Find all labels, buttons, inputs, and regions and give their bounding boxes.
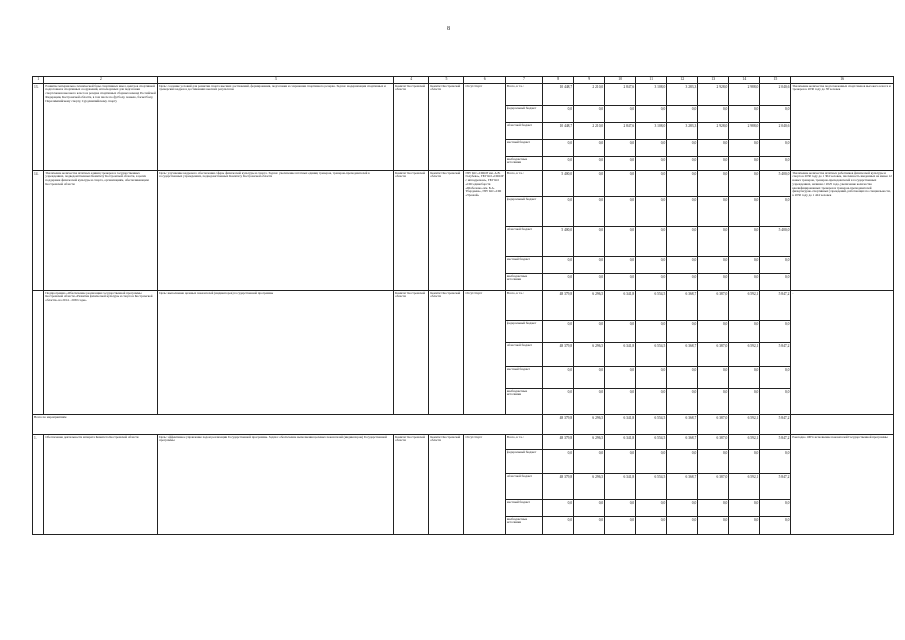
measure-name: Увеличение количества штатных единиц тренеров в государственных учреждениях, подведомственных Комитету Костромской области, в целях поддержки физической культуры и спорта, организациям, обеспечивающим Костромской области: [44, 171, 158, 291]
amount-cell: 0,0: [760, 450, 791, 474]
amount-cell: 0,0: [760, 500, 791, 517]
amount-cell: 0,0: [543, 197, 574, 227]
column-header: 4: [394, 77, 429, 84]
amount-cell: 0,0: [729, 227, 760, 257]
amount-cell: 2 928,0: [698, 84, 729, 106]
funding-source: местный бюджет: [505, 140, 542, 157]
amount-cell: 5 400,0: [760, 171, 791, 197]
amount-cell: 0,0: [667, 367, 698, 389]
amount-cell: 0,0: [698, 106, 729, 123]
amount-cell: 0,0: [636, 321, 667, 343]
total-amount: 6 554,5: [636, 415, 667, 435]
column-header: 5: [429, 77, 464, 84]
amount-cell: 5 847,2: [760, 343, 791, 367]
amount-cell: 0,0: [760, 197, 791, 227]
column-header: 16: [791, 77, 894, 84]
item-number: 14.: [33, 171, 44, 291]
amount-cell: 0,0: [729, 517, 760, 535]
amount-cell: 0,0: [636, 140, 667, 157]
column-header: 8: [543, 77, 574, 84]
funding-source: Всего, в т.ч.:: [505, 435, 542, 450]
goal-task: Цель: улучшение кадрового обеспечения сферы физической культуры и спорта. Задача: увеличение штатных единиц тренеров, тренеров-преподавателей в государственных учреждениях, подведомственных Комитету Костромской области: [158, 171, 394, 291]
amount-cell: 0,0: [543, 389, 574, 415]
amount-cell: 0,0: [636, 389, 667, 415]
amount-cell: 3 108,0: [636, 123, 667, 140]
amount-cell: 5 847,2: [760, 474, 791, 500]
amount-cell: 5 400,0: [543, 171, 574, 197]
funding-source: федеральный бюджет: [505, 450, 542, 474]
expected-result: Увеличение количества подготовленных спортсменов высокого класса и тренеров к 2030 году до 38 человек: [791, 84, 894, 171]
amount-cell: 0,0: [636, 227, 667, 257]
item-number: 13.: [33, 84, 44, 171]
amount-cell: 0,0: [667, 500, 698, 517]
amount-cell: 5 847,2: [760, 435, 791, 450]
amount-cell: 0,0: [605, 500, 636, 517]
agency: Отсутствует: [464, 291, 505, 415]
funding-source: Всего, в т.ч.:: [505, 171, 542, 197]
amount-cell: 10 448,7: [543, 84, 574, 106]
amount-cell: 0,0: [543, 517, 574, 535]
total-result-empty: [791, 415, 894, 435]
amount-cell: 2 988,0: [729, 84, 760, 106]
amount-cell: 6 387,0: [698, 343, 729, 367]
funding-source: внебюджетные источники: [505, 157, 542, 171]
amount-cell: 6 296,5: [574, 435, 605, 450]
amount-cell: 0,0: [543, 257, 574, 274]
amount-cell: 0,0: [574, 171, 605, 197]
amount-cell: 2 988,0: [729, 123, 760, 140]
column-header: 1: [33, 77, 44, 84]
funding-source: Всего, в т.ч.:: [505, 291, 542, 321]
amount-cell: 2 847,6: [605, 84, 636, 106]
amount-cell: 0,0: [729, 389, 760, 415]
amount-cell: 0,0: [574, 140, 605, 157]
amount-cell: 0,0: [605, 517, 636, 535]
amount-cell: 6 341,8: [605, 435, 636, 450]
amount-cell: 6 368,7: [667, 474, 698, 500]
agency: Отсутствует: [464, 435, 505, 535]
funding-source: областной бюджет: [505, 123, 542, 140]
amount-cell: 0,0: [574, 274, 605, 291]
amount-cell: 6 341,8: [605, 291, 636, 321]
amount-cell: 48 379,8: [543, 474, 574, 500]
table-row: [33, 291, 894, 321]
amount-cell: 0,0: [636, 500, 667, 517]
agency: ГБУ КО «СШОР им. А.В. Голубева», ГБУ КО «СШОР с ипподромом», ГБУ КО «СШ единоборств «Шаболово» им. Б.А. Тбердаева», ГБУ КО «СШ «Урожай»: [464, 171, 505, 291]
amount-cell: 0,0: [760, 140, 791, 157]
amount-cell: 0,0: [729, 140, 760, 157]
amount-cell: 0,0: [698, 140, 729, 157]
total-amount: 5 847,2: [760, 415, 791, 435]
co-executor: Комитет Костромской области: [429, 171, 464, 291]
amount-cell: 0,0: [729, 106, 760, 123]
column-header: 15: [760, 77, 791, 84]
amount-cell: 0,0: [574, 367, 605, 389]
amount-cell: 0,0: [574, 450, 605, 474]
amount-cell: 0,0: [574, 197, 605, 227]
amount-cell: 48 379,8: [543, 291, 574, 321]
item-number: 1.: [33, 435, 44, 535]
amount-cell: 5 847,2: [760, 291, 791, 321]
amount-cell: 6 387,0: [698, 435, 729, 450]
amount-cell: 3 108,0: [636, 84, 667, 106]
amount-cell: 0,0: [574, 227, 605, 257]
funding-source: областной бюджет: [505, 474, 542, 500]
column-header: 2: [44, 77, 158, 84]
column-header: 6: [464, 77, 505, 84]
amount-cell: 0,0: [760, 106, 791, 123]
column-header: 12: [667, 77, 698, 84]
amount-cell: 2 040,6: [760, 84, 791, 106]
amount-cell: 48 379,8: [543, 435, 574, 450]
funding-source: местный бюджет: [505, 257, 542, 274]
amount-cell: 6 592,1: [729, 474, 760, 500]
amount-cell: 5 400,0: [760, 227, 791, 257]
amount-cell: 0,0: [667, 197, 698, 227]
funding-source: Всего, в т.ч.:: [505, 84, 542, 106]
amount-cell: 6 387,0: [698, 474, 729, 500]
table-row: [33, 171, 894, 197]
amount-cell: 0,0: [605, 171, 636, 197]
amount-cell: 0,0: [729, 274, 760, 291]
measure-name: Обеспечение деятельности аппарата Комитета Костромской области: [44, 435, 158, 535]
amount-cell: 10 448,7: [543, 123, 574, 140]
amount-cell: 0,0: [698, 500, 729, 517]
amount-cell: 0,0: [605, 227, 636, 257]
amount-cell: 0,0: [605, 106, 636, 123]
amount-cell: 0,0: [574, 321, 605, 343]
co-executor: Комитет Костромской области: [429, 435, 464, 535]
amount-cell: 0,0: [543, 450, 574, 474]
amount-cell: 0,0: [605, 450, 636, 474]
funding-source: внебюджетные источники: [505, 389, 542, 415]
funding-source: местный бюджет: [505, 500, 542, 517]
amount-cell: 6 368,7: [667, 435, 698, 450]
amount-cell: 0,0: [574, 500, 605, 517]
table-row: [33, 84, 894, 106]
amount-cell: 0,0: [760, 367, 791, 389]
total-amount: 6 296,5: [574, 415, 605, 435]
amount-cell: 0,0: [667, 227, 698, 257]
amount-cell: 48 379,8: [543, 343, 574, 367]
amount-cell: 0,0: [729, 197, 760, 227]
amount-cell: 2 210,0: [574, 84, 605, 106]
amount-cell: 0,0: [760, 321, 791, 343]
amount-cell: 0,0: [574, 157, 605, 171]
amount-cell: 0,0: [729, 257, 760, 274]
amount-cell: 0,0: [636, 197, 667, 227]
amount-cell: 6 592,1: [729, 435, 760, 450]
amount-cell: 0,0: [636, 257, 667, 274]
amount-cell: 0,0: [574, 389, 605, 415]
amount-cell: 0,0: [698, 157, 729, 171]
amount-cell: 0,0: [698, 171, 729, 197]
goal-task: Цель: выполнение целевых показателей (индикаторов) государственной программы: [158, 291, 394, 415]
amount-cell: 0,0: [636, 171, 667, 197]
funding-source: федеральный бюджет: [505, 321, 542, 343]
amount-cell: 6 296,5: [574, 474, 605, 500]
amount-cell: 0,0: [729, 171, 760, 197]
column-number-row: [33, 77, 894, 84]
amount-cell: 0,0: [605, 197, 636, 227]
amount-cell: 0,0: [605, 367, 636, 389]
column-header: 3: [158, 77, 394, 84]
amount-cell: 6 592,1: [729, 343, 760, 367]
page-number: 8: [447, 26, 450, 32]
amount-cell: 0,0: [760, 274, 791, 291]
total-amount: 48 379,8: [543, 415, 574, 435]
amount-cell: 6 368,7: [667, 343, 698, 367]
amount-cell: 2 928,0: [698, 123, 729, 140]
program-table: [32, 76, 894, 535]
amount-cell: 0,0: [698, 450, 729, 474]
amount-cell: 0,0: [574, 106, 605, 123]
amount-cell: 0,0: [698, 367, 729, 389]
column-header: 14: [729, 77, 760, 84]
total-amount: 6 341,8: [605, 415, 636, 435]
amount-cell: 6 296,5: [574, 343, 605, 367]
total-row: [33, 415, 894, 435]
amount-cell: 0,0: [729, 450, 760, 474]
amount-cell: 0,0: [698, 321, 729, 343]
amount-cell: 0,0: [543, 500, 574, 517]
total-amount: 6 387,0: [698, 415, 729, 435]
amount-cell: 0,0: [667, 274, 698, 291]
total-label: Всего по мероприятиям: [33, 415, 543, 435]
amount-cell: 0,0: [605, 274, 636, 291]
amount-cell: 0,0: [543, 321, 574, 343]
executor: Комитет Костромской области: [394, 435, 429, 535]
goal-task: Цель: создание условий для развития спорта высших достижений, формирования, подготовки и сохранения спортивного резерва. Задача: модернизация спортивных и тренерских кадров в достижениях высших результатов: [158, 84, 394, 171]
expected-result: -: [791, 291, 894, 415]
amount-cell: 0,0: [698, 517, 729, 535]
column-header: 9: [574, 77, 605, 84]
amount-cell: 6 341,8: [605, 474, 636, 500]
amount-cell: 0,0: [636, 106, 667, 123]
amount-cell: 0,0: [543, 367, 574, 389]
co-executor: Комитет Костромской области: [429, 291, 464, 415]
amount-cell: 0,0: [543, 106, 574, 123]
amount-cell: 0,0: [543, 274, 574, 291]
table-row: [33, 435, 894, 450]
amount-cell: 0,0: [605, 140, 636, 157]
amount-cell: 0,0: [543, 157, 574, 171]
amount-cell: 6 368,7: [667, 291, 698, 321]
amount-cell: 6 296,5: [574, 291, 605, 321]
amount-cell: 6 554,5: [636, 435, 667, 450]
amount-cell: 6 341,8: [605, 343, 636, 367]
amount-cell: 0,0: [729, 321, 760, 343]
funding-source: областной бюджет: [505, 343, 542, 367]
amount-cell: 0,0: [667, 321, 698, 343]
amount-cell: 0,0: [698, 389, 729, 415]
goal-task: Цель: эффективное управление ходом реализации Государственной программы. Задача: обеспечение выполнения целевых показателей (индикаторов) Государственной программы: [158, 435, 394, 535]
amount-cell: 6 554,5: [636, 343, 667, 367]
amount-cell: 6 554,5: [636, 474, 667, 500]
total-amount: 6 592,1: [729, 415, 760, 435]
item-number: [33, 291, 44, 415]
amount-cell: 0,0: [605, 321, 636, 343]
amount-cell: 0,0: [667, 517, 698, 535]
funding-source: внебюджетные источники: [505, 274, 542, 291]
funding-source: местный бюджет: [505, 367, 542, 389]
amount-cell: 6 592,1: [729, 291, 760, 321]
amount-cell: 0,0: [667, 157, 698, 171]
amount-cell: 6 554,5: [636, 291, 667, 321]
amount-cell: 0,0: [667, 140, 698, 157]
amount-cell: 0,0: [574, 517, 605, 535]
amount-cell: 0,0: [729, 367, 760, 389]
expected-result: Увеличение количества штатных работников физической культуры и спорта к 2030 году до 1 304 человек, численность введенных не менее 12 новых тренеров, тренеров-преподавателей в государственных учреждениях, начиная с 2025 года, увеличение количества квалифицированных тренеров и тренеров-преподавателей физкультурно-спортивных учреждений, работающих по специальности, к 2030 году до 1 424 человек: [791, 171, 894, 291]
amount-cell: 5 400,0: [543, 227, 574, 257]
amount-cell: 0,0: [698, 197, 729, 227]
amount-cell: 6 387,0: [698, 291, 729, 321]
executor: Комитет Костромской области: [394, 84, 429, 171]
amount-cell: 0,0: [667, 171, 698, 197]
amount-cell: 0,0: [543, 140, 574, 157]
amount-cell: 0,0: [667, 389, 698, 415]
funding-source: областной бюджет: [505, 227, 542, 257]
amount-cell: 0,0: [605, 157, 636, 171]
column-header: 11: [636, 77, 667, 84]
amount-cell: 0,0: [605, 257, 636, 274]
amount-cell: 2 040,6: [760, 123, 791, 140]
funding-source: внебюджетные источники: [505, 517, 542, 535]
agency: Отсутствует: [464, 84, 505, 171]
measure-name: Подпрограмма «Обеспечение реализации государственной программы Костромской области «Развитие физической культуры и спорта в Костромской области» на 2014 - 2030 годы»: [44, 291, 158, 415]
amount-cell: 0,0: [636, 157, 667, 171]
executor: Комитет Костромской области: [394, 171, 429, 291]
amount-cell: 0,0: [636, 450, 667, 474]
total-amount: 6 368,7: [667, 415, 698, 435]
amount-cell: 0,0: [636, 274, 667, 291]
co-executor: Комитет Костромской области: [429, 84, 464, 171]
expected-result: Ежегодно 100% исполнение показателей Государственной программы: [791, 435, 894, 535]
amount-cell: 0,0: [636, 517, 667, 535]
column-header: 13: [698, 77, 729, 84]
amount-cell: 0,0: [605, 389, 636, 415]
amount-cell: 0,0: [729, 500, 760, 517]
executor: Комитет Костромской области: [394, 291, 429, 415]
amount-cell: 0,0: [574, 257, 605, 274]
amount-cell: 0,0: [698, 257, 729, 274]
funding-source: федеральный бюджет: [505, 197, 542, 227]
amount-cell: 0,0: [729, 157, 760, 171]
amount-cell: 3 283,3: [667, 84, 698, 106]
amount-cell: 0,0: [760, 517, 791, 535]
amount-cell: 0,0: [698, 274, 729, 291]
amount-cell: 0,0: [667, 106, 698, 123]
amount-cell: 3 283,3: [667, 123, 698, 140]
amount-cell: 0,0: [760, 157, 791, 171]
amount-cell: 0,0: [636, 367, 667, 389]
amount-cell: 2 210,0: [574, 123, 605, 140]
amount-cell: 0,0: [667, 450, 698, 474]
amount-cell: 0,0: [698, 227, 729, 257]
column-header: 7: [505, 77, 542, 84]
amount-cell: 0,0: [667, 257, 698, 274]
funding-source: федеральный бюджет: [505, 106, 542, 123]
measure-name: Развитие материально-технической базы спортивных школ, центров спортивной подготовки и спортивных сооружений, используемых для подготовки спортсменов высокого класса и резерва спортивных сборных команд Российской Федерации, Костромской области, в том числе по футболу, хоккею, баскетболу, Паралимпийскому спорту, Сурдлимпийскому спорту: [44, 84, 158, 171]
amount-cell: 0,0: [760, 257, 791, 274]
amount-cell: 2 847,6: [605, 123, 636, 140]
column-header: 10: [605, 77, 636, 84]
amount-cell: 0,0: [760, 389, 791, 415]
